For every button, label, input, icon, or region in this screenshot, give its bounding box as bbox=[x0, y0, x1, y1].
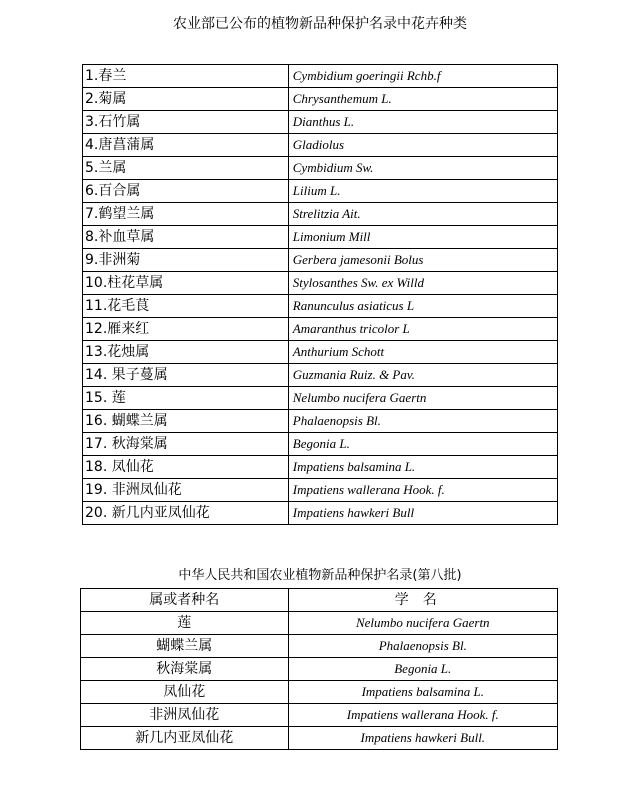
scientific-name-cell: Begonia L. bbox=[288, 433, 557, 456]
scientific-name-cell: Limonium Mill bbox=[288, 226, 557, 249]
table-row bbox=[81, 635, 558, 658]
species-name-cell: 16. 蝴蝶兰属 bbox=[83, 410, 289, 433]
scientific-name-cell: Dianthus L. bbox=[288, 111, 557, 134]
table-row bbox=[83, 479, 558, 502]
species-name-cell: 秋海棠属 bbox=[81, 658, 289, 681]
species-name-cell: 17. 秋海棠属 bbox=[83, 433, 289, 456]
table-row bbox=[83, 272, 558, 295]
scientific-name-cell: Gerbera jamesonii Bolus bbox=[288, 249, 557, 272]
table-row bbox=[81, 658, 558, 681]
species-name-cell: 4.唐菖蒲属 bbox=[83, 134, 289, 157]
list1-title: 农业部已公布的植物新品种保护名录中花卉种类 bbox=[173, 16, 467, 32]
species-name-cell: 18. 凤仙花 bbox=[83, 456, 289, 479]
scientific-name-cell: Amaranthus tricolor L bbox=[288, 318, 557, 341]
species-name-cell: 20. 新几内亚凤仙花 bbox=[83, 502, 289, 525]
scientific-name-cell: Impatiens wallerana Hook. f. bbox=[288, 704, 557, 727]
table-row bbox=[83, 456, 558, 479]
scientific-name-cell: Impatiens balsamina L. bbox=[288, 456, 557, 479]
species-name-cell: 6.百合属 bbox=[83, 180, 289, 203]
list2-title: 中华人民共和国农业植物新品种保护名录(第八批) bbox=[178, 568, 462, 583]
table-header-row bbox=[81, 589, 558, 612]
scientific-name-cell: Impatiens wallerana Hook. f. bbox=[288, 479, 557, 502]
table-row bbox=[83, 111, 558, 134]
table-row bbox=[83, 295, 558, 318]
species-name-cell: 新几内亚凤仙花 bbox=[81, 727, 289, 750]
species-name-cell: 1.春兰 bbox=[83, 65, 289, 88]
species-name-cell: 5.兰属 bbox=[83, 157, 289, 180]
table-row bbox=[83, 226, 558, 249]
table-row bbox=[83, 180, 558, 203]
table-row bbox=[83, 134, 558, 157]
table-row bbox=[83, 410, 558, 433]
table-row bbox=[83, 433, 558, 456]
scientific-name-cell: Begonia L. bbox=[288, 658, 557, 681]
flower-species-table bbox=[82, 64, 558, 525]
species-name-cell: 13.花烛属 bbox=[83, 341, 289, 364]
species-name-cell: 蝴蝶兰属 bbox=[81, 635, 289, 658]
scientific-name-cell: Nelumbo nucifera Gaertn bbox=[288, 387, 557, 410]
table-row bbox=[83, 203, 558, 226]
protection-list-eighth-batch-table bbox=[80, 588, 558, 750]
species-name-cell: 2.菊属 bbox=[83, 88, 289, 111]
scientific-name-cell: Chrysanthemum L. bbox=[288, 88, 557, 111]
scientific-name-cell: Cymbidium goeringii Rchb.f bbox=[288, 65, 557, 88]
scientific-name-cell: Guzmania Ruiz. & Pav. bbox=[288, 364, 557, 387]
scientific-name-cell: Nelumbo nucifera Gaertn bbox=[288, 612, 557, 635]
scientific-name-cell: Impatiens hawkeri Bull. bbox=[288, 727, 557, 750]
scientific-name-cell: Lilium L. bbox=[288, 180, 557, 203]
species-name-cell: 15. 莲 bbox=[83, 387, 289, 410]
species-name-cell: 3.石竹属 bbox=[83, 111, 289, 134]
species-name-cell: 9.非洲菊 bbox=[83, 249, 289, 272]
header-scientific-name: 学名 bbox=[288, 589, 557, 612]
table-row bbox=[81, 681, 558, 704]
table-row bbox=[83, 157, 558, 180]
scientific-name-cell: Phalaenopsis Bl. bbox=[288, 635, 557, 658]
species-name-cell: 14. 果子蔓属 bbox=[83, 364, 289, 387]
species-name-cell: 11.花毛茛 bbox=[83, 295, 289, 318]
scientific-name-cell: Strelitzia Ait. bbox=[288, 203, 557, 226]
table-row bbox=[81, 612, 558, 635]
species-name-cell: 10.柱花草属 bbox=[83, 272, 289, 295]
table-row bbox=[81, 704, 558, 727]
scientific-name-cell: Anthurium Schott bbox=[288, 341, 557, 364]
scientific-name-cell: Gladiolus bbox=[288, 134, 557, 157]
scientific-name-cell: Phalaenopsis Bl. bbox=[288, 410, 557, 433]
table-row bbox=[83, 341, 558, 364]
species-name-cell: 8.补血草属 bbox=[83, 226, 289, 249]
table-row bbox=[83, 387, 558, 410]
scientific-name-cell: Cymbidium Sw. bbox=[288, 157, 557, 180]
table-row bbox=[83, 364, 558, 387]
species-name-cell: 7.鹤望兰属 bbox=[83, 203, 289, 226]
species-name-cell: 莲 bbox=[81, 612, 289, 635]
scientific-name-cell: Impatiens balsamina L. bbox=[288, 681, 557, 704]
scientific-name-cell: Stylosanthes Sw. ex Willd bbox=[288, 272, 557, 295]
species-name-cell: 凤仙花 bbox=[81, 681, 289, 704]
species-name-cell: 非洲凤仙花 bbox=[81, 704, 289, 727]
header-species-name: 属或者种名 bbox=[81, 589, 289, 612]
species-name-cell: 19. 非洲凤仙花 bbox=[83, 479, 289, 502]
table-row bbox=[83, 318, 558, 341]
table-row bbox=[81, 727, 558, 750]
species-name-cell: 12.雁来红 bbox=[83, 318, 289, 341]
table-row bbox=[83, 65, 558, 88]
scientific-name-cell: Ranunculus asiaticus L bbox=[288, 295, 557, 318]
table-row bbox=[83, 88, 558, 111]
table-row bbox=[83, 249, 558, 272]
scientific-name-cell: Impatiens hawkeri Bull bbox=[288, 502, 557, 525]
table-row bbox=[83, 502, 558, 525]
